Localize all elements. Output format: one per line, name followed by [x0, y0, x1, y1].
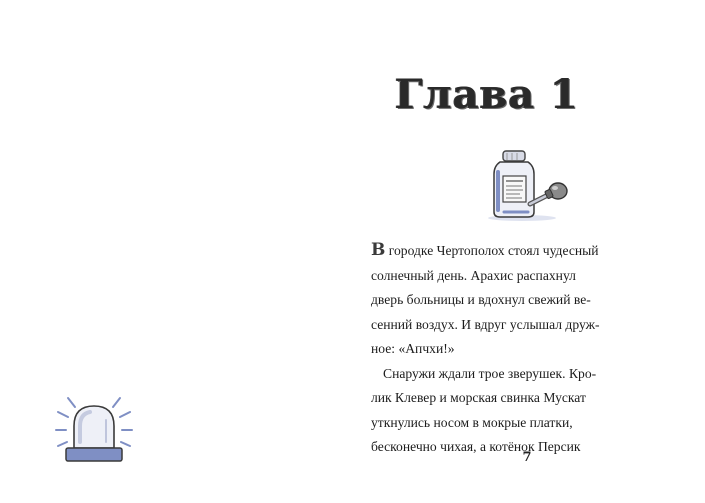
text-line-7: лик Клевер и морская свинка Мускат [371, 390, 586, 405]
chapter-body-text [371, 238, 671, 460]
medicine-bottle-with-dropper-icon [478, 148, 578, 224]
drop-cap-letter: В [371, 240, 386, 260]
text-line-2: солнечный день. Арахис распахнул [371, 267, 576, 283]
text-line-5: ное: «Апчхи!» [371, 341, 455, 356]
siren-light-icon [50, 390, 140, 470]
text-line-3: дверь больницы и вдохнул свежий ве- [371, 292, 591, 307]
text-line-8: уткнулись носом в мокрые платки, [371, 414, 573, 430]
text-line-1-rest: городке Чертополох стоял чудесный [385, 243, 599, 258]
text-line-9: бесконечно чихая, а котёнок Персик [371, 439, 581, 454]
chapter-title: Глава 1 [395, 71, 580, 118]
text-line-4: сенний воздух. И вдруг услышал друж- [371, 316, 600, 332]
text-line-1 [371, 238, 671, 264]
page-number: 7 [522, 450, 532, 465]
text-line-6: Снаружи ждали трое зверушек. Кро- [383, 365, 597, 381]
